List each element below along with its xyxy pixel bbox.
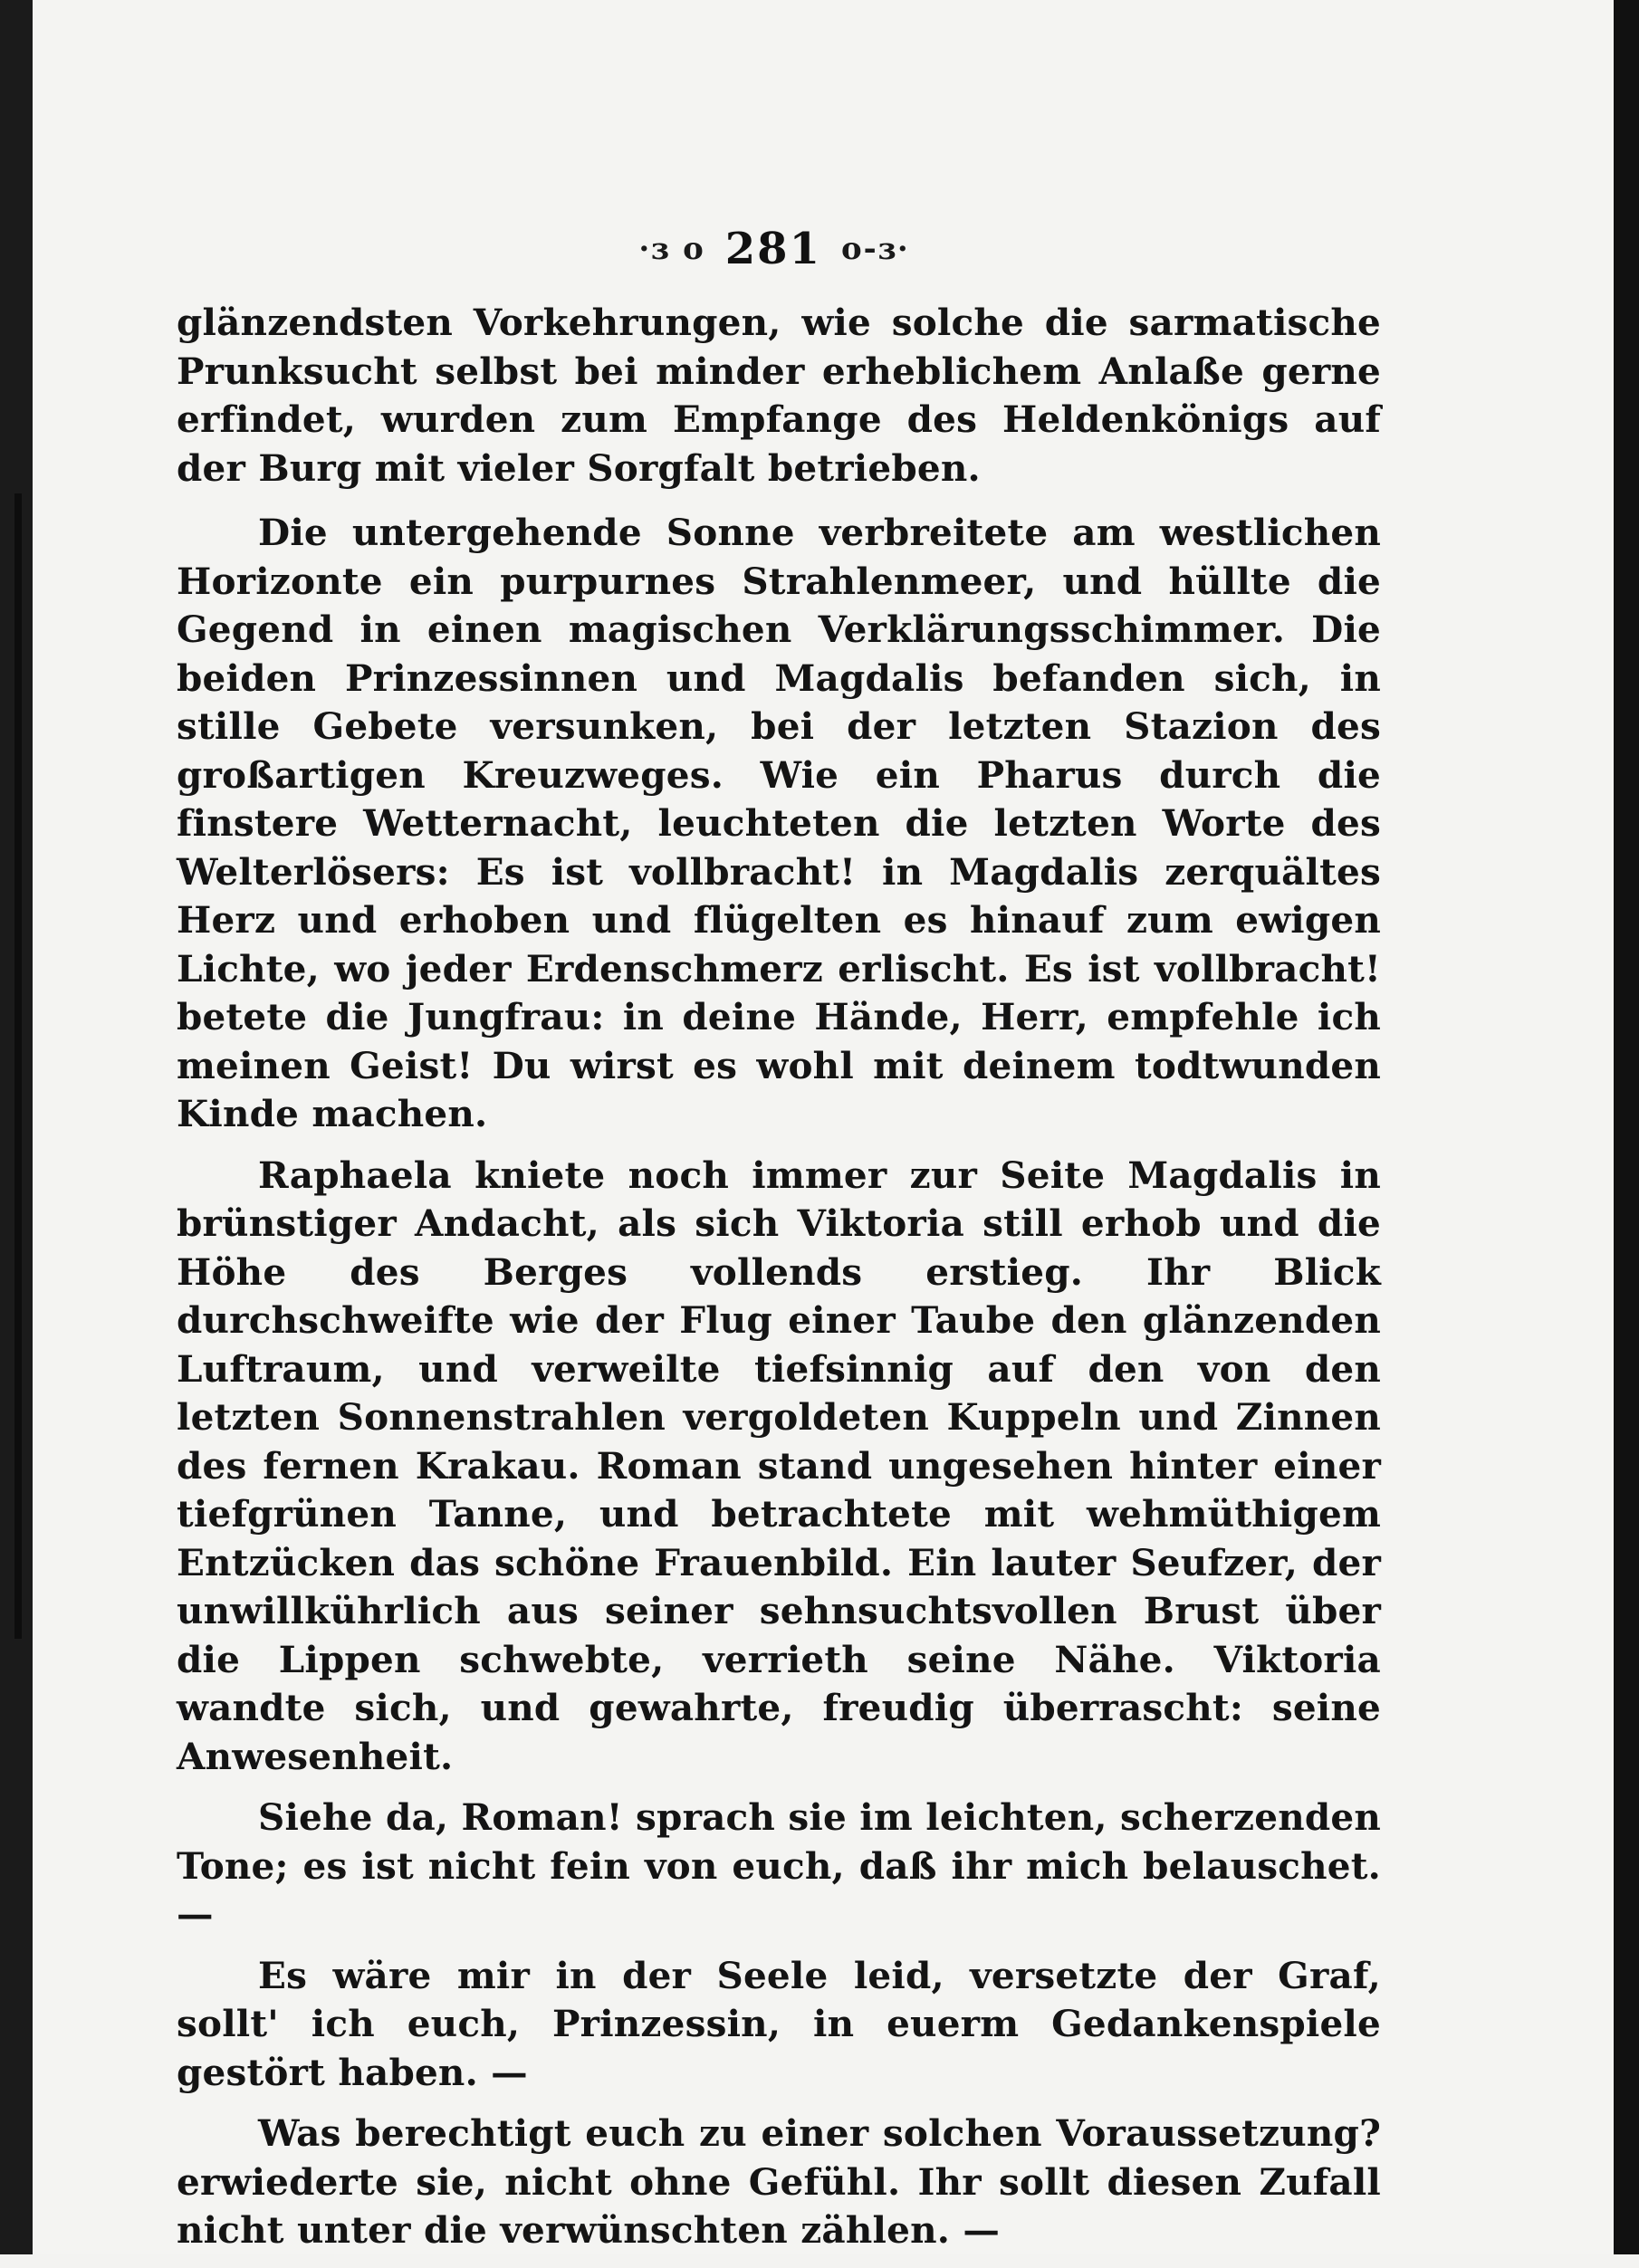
paragraph-raphaela: Raphaela kniete noch immer zur Seite Magdalis in brünstiger Andacht, als sich Viktoria still erhob und die Höhe des Berges vollends erstieg. Ihr Blick durchschweifte wie der Flug einer Taube den glänzenden Luftraum, und verweilte tiefsinnig auf den von den letzten Sonnenstrahlen vergoldeten Kuppeln und Zinnen des fernen Krakau. Roman stand ungesehen hinter einer tiefgrünen Tanne, und betrachtete mit wehmüthigem Entzücken das schöne Frauenbild. Ein lauter Seufzer, der unwillkührlich aus seiner sehnsuchtsvollen Brust über die Lippen schwebte, verrieth seine Nähe. Viktoria wandte sich, und gewahrte, freudig überrascht: seine Anwesenheit. — [177, 1153, 1381, 1778]
paragraph-continued: glänzendsten Vorkehrungen, wie solche die sarmatische Prunksucht selbst bei minder erheblichem Anlaße gerne erfindet, wurden zum Empfange des Heldenkönigs auf der Burg mit vieler Sorgfalt betrieben. — [177, 301, 1381, 490]
body-text — [177, 299, 1381, 2268]
page-number: 281 — [724, 224, 821, 274]
paragraph-dialogue-viktoria: Siehe da, Roman! sprach sie im leichten, scherzenden Tone; es ist nicht fein von euch, daß ihr mich belauschet. — — [177, 1795, 1381, 1936]
binding-shadow — [14, 493, 22, 1639]
page-header — [593, 217, 955, 281]
scan-edge-right — [1614, 0, 1639, 2254]
ornament-left: ·ɜ o — [638, 231, 705, 267]
paragraph-sunset: Die untergehende Sonne verbreitete am westlichen Horizonte ein purpurnes Strahlenmeer, und hüllte die Gegend in einen magischen Verklärungsschimmer. Die beiden Prinzessinnen und Magdalis befanden sich, in stille Gebete versunken, bei der letzten Stazion des großartigen Kreuzweges. Wie ein Pharus durch die finstere Wetternacht, leuchteten die letzten Worte des Welterlösers: Es ist vollbracht! in Magdalis zerquältes Herz und erhoben und flügelten es hinauf zum ewigen Lichte, wo jeder Erdenschmerz erlischt. Es ist vollbracht! betete die Jungfrau: in deine Hände, Herr, empfehle ich meinen Geist! Du wirst es wohl mit deinem todtwunden Kinde machen. — [177, 511, 1381, 1135]
paragraph-dialogue-roman: Es wäre mir in der Seele leid, versetzte der Graf, sollt' ich euch, Prinzessin, in euerm Gedankenspiele gestört haben. — — [177, 1953, 1381, 2094]
paragraph-dialogue-reply: Was berechtigt euch zu einer solchen Voraussetzung? erwiederte sie, nicht ohne Gefühl. Ihr sollt diesen Zufall nicht unter die verwünschten zählen. — — [177, 2111, 1381, 2252]
ornament-right: o-ɜ· — [840, 231, 910, 267]
